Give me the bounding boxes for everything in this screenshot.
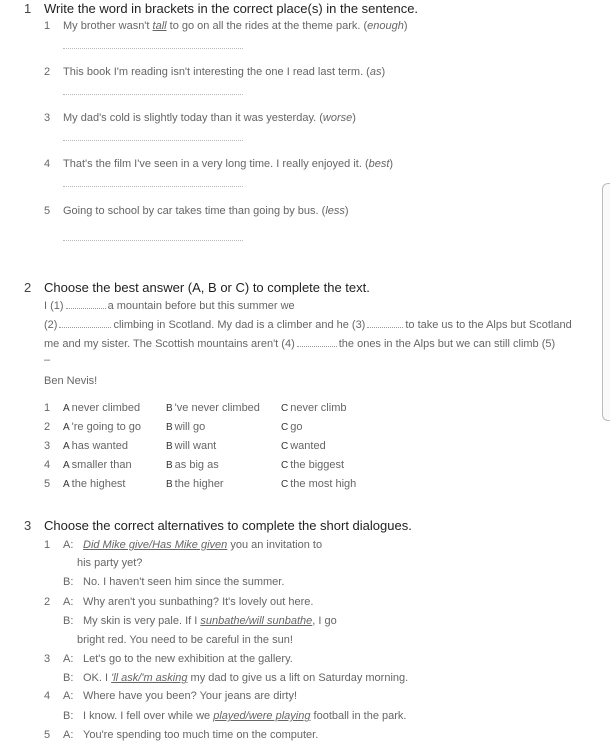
- s2-text-line-4: Ben Nevis!: [44, 375, 98, 387]
- dialogue-3-number: 3: [44, 653, 51, 665]
- option-letter-a: A: [63, 403, 70, 414]
- dialogue-1-speaker-a: A:: [63, 539, 74, 551]
- option-3b[interactable]: [166, 440, 216, 452]
- option-letter-c: C: [281, 479, 289, 490]
- s1-item-5-text: [63, 205, 349, 217]
- s1-item-3-text: [63, 112, 356, 124]
- dialogue-1-line-a2: his party yet?: [77, 557, 143, 569]
- option-letter-c: C: [281, 460, 289, 471]
- s2-line-2-mid: climbing in Scotland. My dad is a climber and he (3): [113, 319, 366, 331]
- option-3a[interactable]: [63, 440, 128, 452]
- s1-item-4-body: That's the film I've seen in a very long time. I really enjoyed it. (: [63, 158, 369, 170]
- dialogue-4-b-post: football in the park.: [310, 710, 407, 722]
- answer-line-5[interactable]: [63, 240, 243, 241]
- dialogue-3-line-b: [83, 672, 408, 684]
- s2-dash: –: [44, 354, 51, 366]
- dialogue-1-alternatives[interactable]: Did Mike give/Has Mike given: [83, 539, 228, 551]
- option-letter-b: B: [166, 460, 173, 471]
- dialogue-2-line-b: [83, 615, 337, 627]
- dialogue-2-speaker-b: B:: [63, 615, 74, 627]
- dialogue-3-b-post: my dad to give us a lift on Saturday morning.: [187, 672, 409, 684]
- option-letter-c: C: [281, 422, 289, 433]
- dialogue-4-b-pre: I know. I fell over while we: [83, 710, 214, 722]
- option-letter-a: A: [63, 441, 70, 452]
- dialogue-1-number: 1: [44, 539, 51, 551]
- option-4a-text: smaller than: [71, 459, 132, 471]
- s1-item-5-body: Going to school by car takes time than going by bus. (: [63, 205, 326, 217]
- gap-1[interactable]: [66, 308, 106, 309]
- option-row-1-number: 1: [44, 402, 51, 414]
- dialogue-1-line-b: No. I haven't seen him since the summer.: [83, 576, 285, 588]
- dialogue-3-b-pre: OK. I: [83, 672, 112, 684]
- option-5c[interactable]: [281, 478, 356, 490]
- s1-item-2-body: This book I'm reading isn't interesting the one I read last term. (: [63, 66, 370, 78]
- answer-line-3[interactable]: [63, 140, 243, 141]
- section-3-number: 3: [24, 518, 32, 533]
- s1-item-1-post: to go on all the rides at the theme park. (: [166, 20, 368, 32]
- answer-line-1[interactable]: [63, 48, 243, 49]
- option-2c[interactable]: [281, 421, 302, 433]
- s1-item-4-number: 4: [44, 158, 51, 170]
- dialogue-1-line-a: [83, 539, 322, 551]
- option-1c-text: never climb: [290, 402, 347, 414]
- s1-item-2-hint: as: [369, 66, 382, 78]
- option-2a-text: 're going to go: [71, 421, 142, 433]
- s2-line-3-rest: the ones in the Alps but we can still climb (5): [338, 338, 556, 350]
- option-2c-text: go: [290, 421, 303, 433]
- option-letter-b: B: [166, 441, 173, 452]
- option-4c[interactable]: [281, 459, 344, 471]
- option-letter-b: B: [166, 479, 173, 490]
- gap-2[interactable]: [59, 327, 111, 328]
- option-row-5-number: 5: [44, 478, 51, 490]
- dialogue-2-speaker-a: A:: [63, 596, 74, 608]
- s1-item-1-end: ): [403, 20, 408, 32]
- option-4b-text: as big as: [174, 459, 219, 471]
- option-2a[interactable]: [63, 421, 141, 433]
- s2-line-1-rest: a mountain before but this summer we: [107, 300, 295, 312]
- option-letter-b: B: [166, 422, 173, 433]
- option-1b[interactable]: [166, 402, 260, 414]
- dialogue-2-line-a: Why aren't you sunbathing? It's lovely out here.: [83, 596, 314, 608]
- option-letter-a: A: [63, 479, 70, 490]
- s1-item-3-end: ): [352, 112, 356, 124]
- option-letter-c: C: [281, 403, 289, 414]
- dialogue-2-b-post: , I go: [312, 615, 337, 627]
- s1-item-5-hint: less: [325, 205, 345, 217]
- option-1b-text: 've never climbed: [174, 402, 260, 414]
- section-1-number: 1: [24, 1, 32, 16]
- dialogue-4-alternatives[interactable]: played/were playing: [213, 710, 311, 722]
- s1-item-1-underlined: tall: [152, 20, 167, 32]
- dialogue-1-a-post: you an invitation to: [227, 539, 323, 551]
- answer-line-4[interactable]: [63, 186, 243, 187]
- option-3c-text: wanted: [290, 440, 326, 452]
- option-letter-c: C: [281, 441, 289, 452]
- s1-item-4-text: [63, 158, 393, 170]
- s1-item-5-end: ): [344, 205, 349, 217]
- option-letter-a: A: [63, 422, 70, 433]
- option-5b-text: the higher: [174, 478, 224, 490]
- option-1a-text: never climbed: [71, 402, 141, 414]
- s2-text-line-2: [44, 319, 572, 331]
- dialogue-4-line-b: [83, 710, 406, 722]
- option-4b[interactable]: [166, 459, 219, 471]
- option-row-2-number: 2: [44, 421, 51, 433]
- s1-item-4-hint: best: [368, 158, 390, 170]
- option-3a-text: has wanted: [71, 440, 128, 452]
- s1-item-1-hint: enough: [367, 20, 404, 32]
- option-1a[interactable]: [63, 402, 140, 414]
- section-3-title: Choose the correct alternatives to complete the short dialogues.: [44, 518, 412, 533]
- s2-text-line-3: [44, 338, 555, 350]
- section-2-title: Choose the best answer (A, B or C) to complete the text.: [44, 280, 370, 295]
- s1-item-1-pre: My brother wasn't: [63, 20, 153, 32]
- dialogue-3-speaker-b: B:: [63, 672, 74, 684]
- s1-item-3-hint: worse: [322, 112, 353, 124]
- option-2b-text: will go: [174, 421, 206, 433]
- option-1c[interactable]: [281, 402, 346, 414]
- dialogue-1-speaker-b: B:: [63, 576, 74, 588]
- s1-item-2-number: 2: [44, 66, 51, 78]
- dialogue-4-number: 4: [44, 690, 51, 702]
- s1-item-2-end: ): [381, 66, 386, 78]
- option-3c[interactable]: [281, 440, 326, 452]
- option-4a[interactable]: [63, 459, 132, 471]
- dialogue-5-number: 5: [44, 729, 51, 741]
- dialogue-2-number: 2: [44, 596, 51, 608]
- dialogue-5-line-a: You're spending too much time on the computer.: [83, 729, 319, 741]
- option-5b[interactable]: [166, 478, 224, 490]
- dialogue-3-alternatives[interactable]: 'll ask/'m asking: [111, 672, 188, 684]
- s2-gap-1-label: I (1): [44, 300, 64, 312]
- gap-3[interactable]: [367, 327, 403, 328]
- section-2-number: 2: [24, 280, 32, 295]
- s2-line-3-start: me and my sister. The Scottish mountains aren't (4): [44, 338, 295, 350]
- option-row-4-number: 4: [44, 459, 51, 471]
- option-5c-text: the most high: [290, 478, 357, 490]
- s2-gap-2-label: (2): [44, 319, 58, 331]
- dialogue-4-line-a: Where have you been? Your jeans are dirty!: [83, 690, 298, 702]
- option-4c-text: the biggest: [290, 459, 345, 471]
- s1-item-1-text: [63, 20, 408, 32]
- dialogue-4-speaker-a: A:: [63, 690, 74, 702]
- gap-4[interactable]: [297, 346, 337, 347]
- s1-item-4-end: ): [389, 158, 394, 170]
- dialogue-3-speaker-a: A:: [63, 653, 74, 665]
- s1-item-1-number: 1: [44, 20, 51, 32]
- s1-item-3-body: My dad's cold is slightly today than it was yesterday. (: [63, 112, 323, 124]
- dialogue-3-line-a: Let's go to the new exhibition at the gallery.: [83, 653, 293, 665]
- option-letter-b: B: [166, 403, 173, 414]
- section-1-title: Write the word in brackets in the correct place(s) in the sentence.: [44, 1, 419, 16]
- s2-line-2-rest: to take us to the Alps but Scotland: [405, 319, 572, 331]
- s2-text-line-1: [44, 300, 295, 312]
- dialogue-2-b-pre: My skin is very pale. If I: [83, 615, 201, 627]
- dialogue-4-speaker-b: B:: [63, 710, 74, 722]
- dialogue-5-speaker-a: A:: [63, 729, 74, 741]
- dialogue-2-line-b2: bright red. You need to be careful in the sun!: [77, 634, 293, 646]
- option-3b-text: will want: [174, 440, 217, 452]
- option-letter-a: A: [63, 460, 70, 471]
- option-2b[interactable]: [166, 421, 205, 433]
- s1-item-2-text: [63, 66, 385, 78]
- s1-item-3-number: 3: [44, 112, 51, 124]
- answer-line-2[interactable]: [63, 94, 243, 95]
- dialogue-2-alternatives[interactable]: sunbathe/will sunbathe: [200, 615, 313, 627]
- right-scrollbar[interactable]: [602, 183, 610, 421]
- option-row-3-number: 3: [44, 440, 51, 452]
- option-5a-text: the highest: [71, 478, 126, 490]
- s1-item-5-number: 5: [44, 205, 51, 217]
- option-5a[interactable]: [63, 478, 126, 490]
